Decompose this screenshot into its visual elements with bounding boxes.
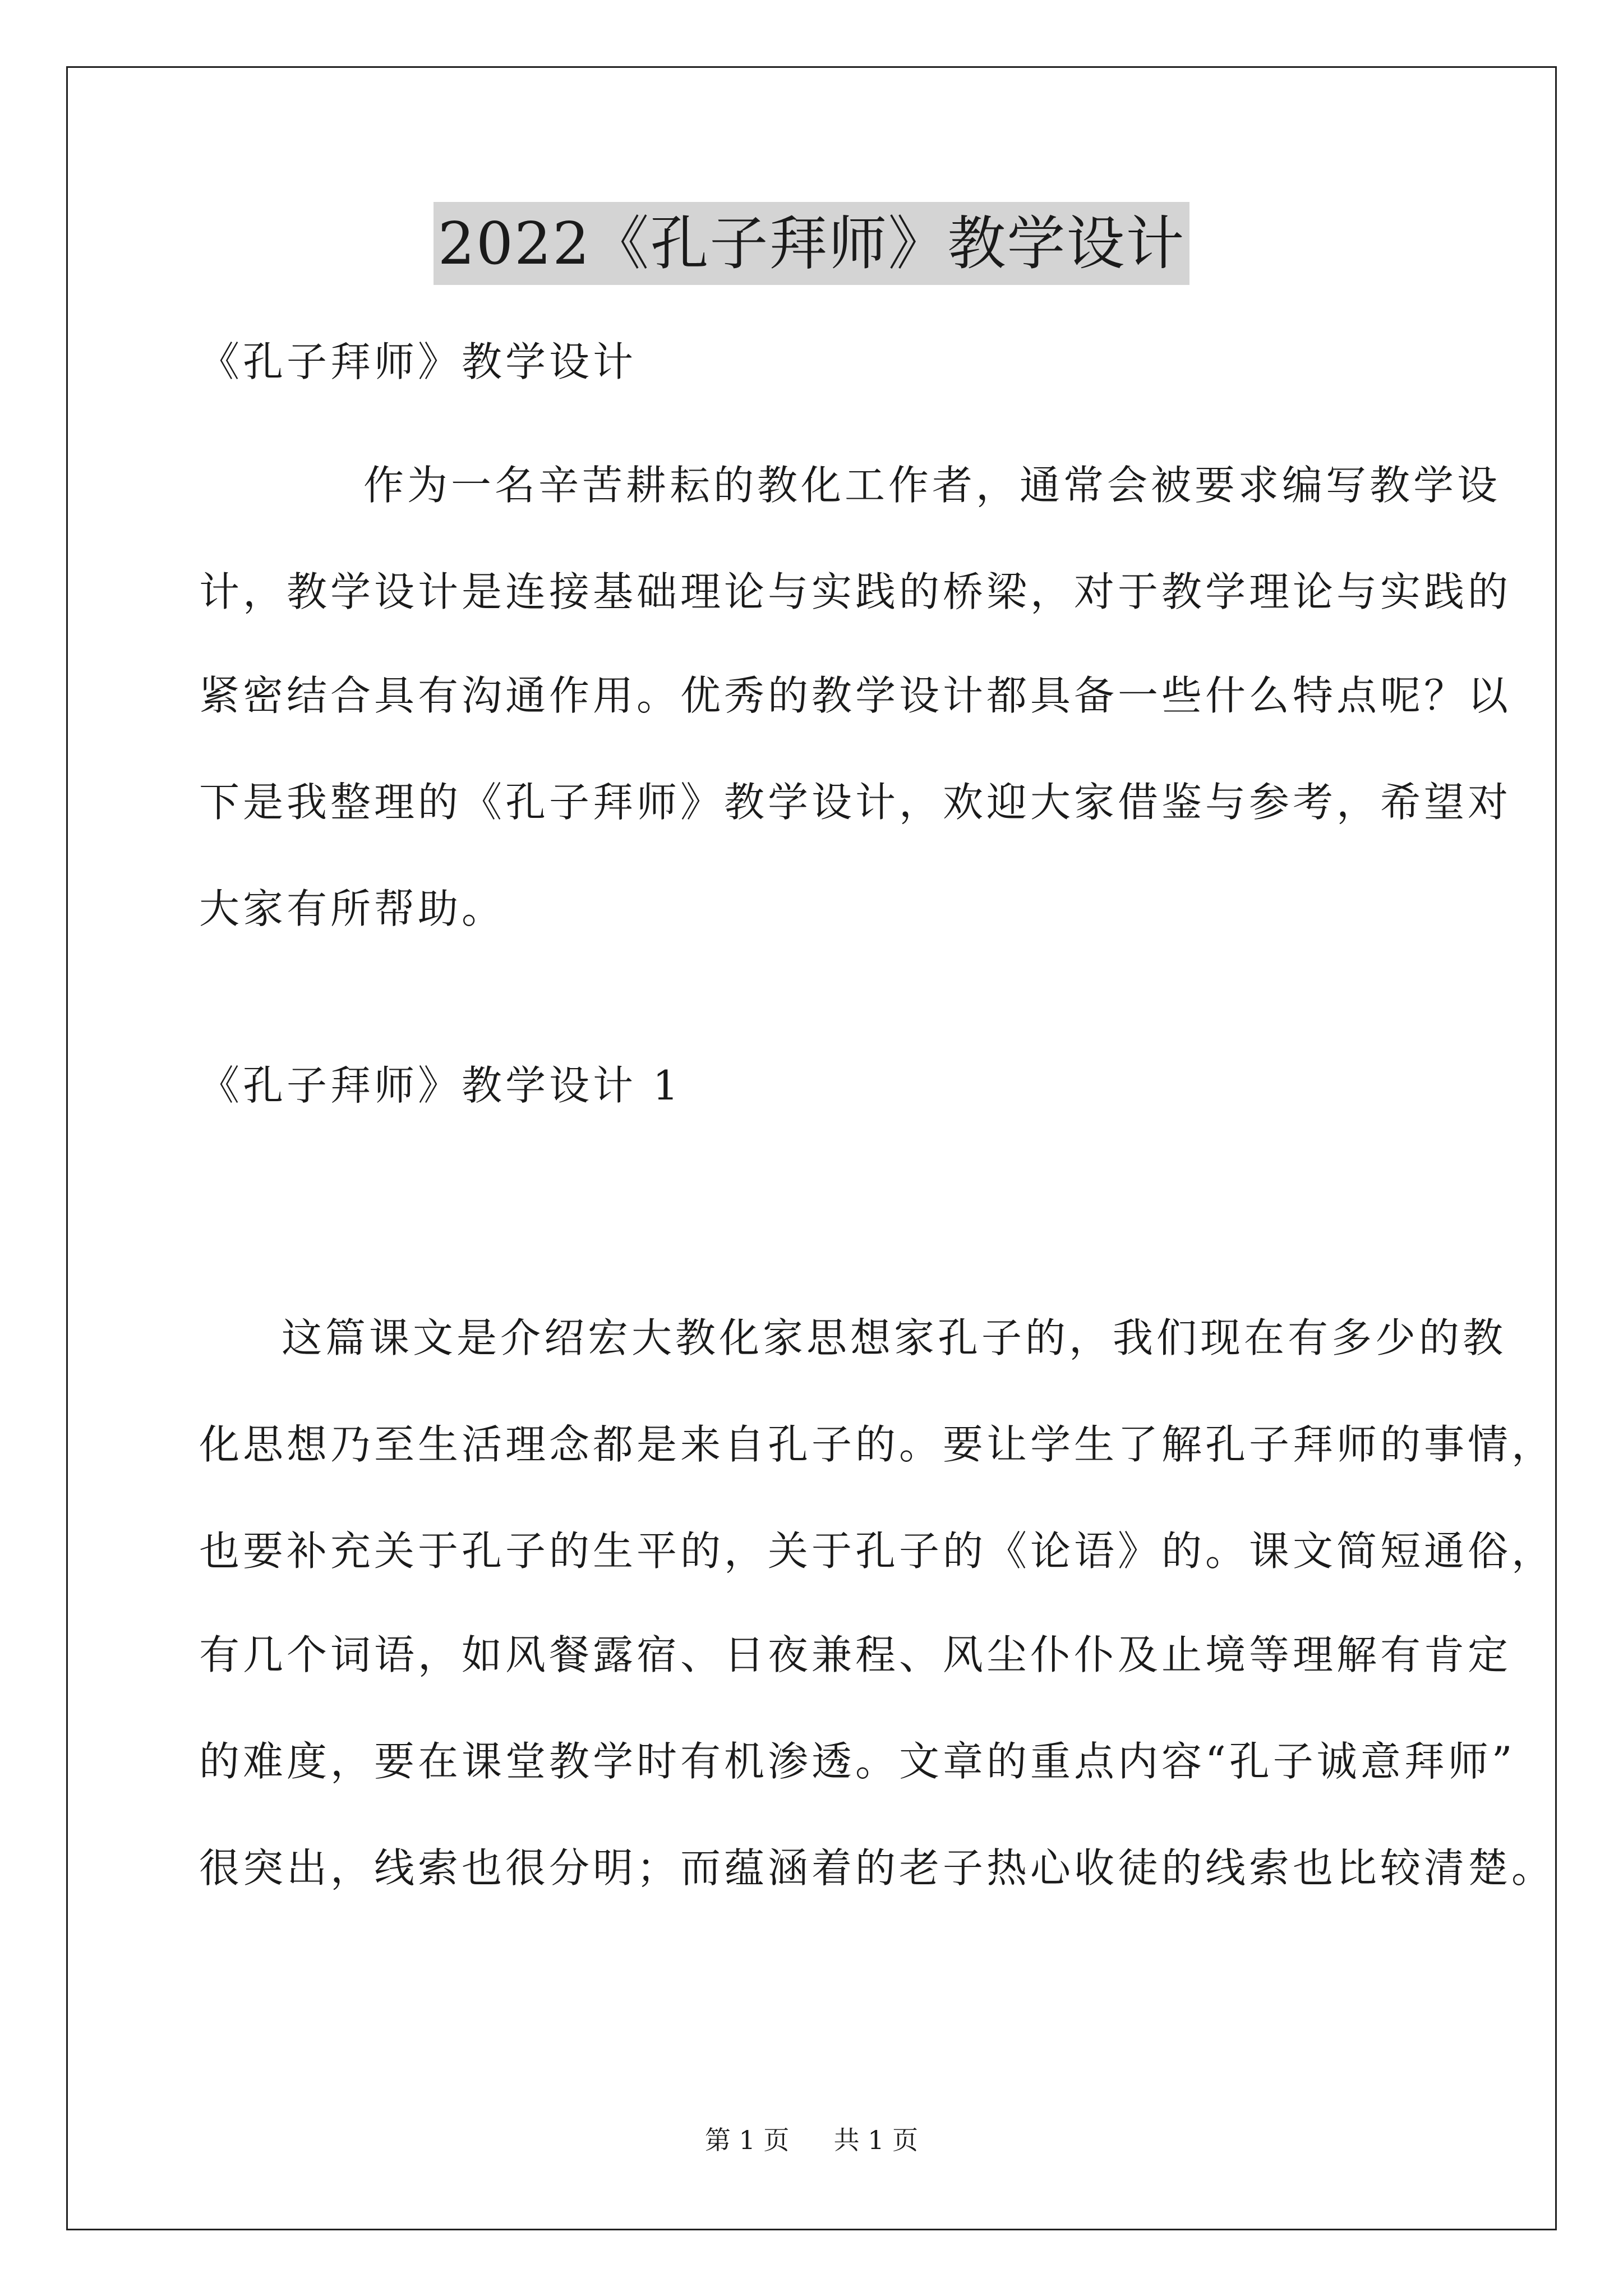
- body-line: 很突出，线索也很分明；而蕴涵着的老子热心收徒的线索也比较清楚。: [199, 1844, 1556, 1892]
- intro-line: 紧密结合具有沟通作用。优秀的教学设计都具备一些什么特点呢？以: [199, 672, 1512, 719]
- intro-line: 计，教学设计是连接基础理论与实践的桥梁，对于教学理论与实践的: [199, 568, 1512, 615]
- body-line: 化思想乃至生活理念都是来自孔子的。要让学生了解孔子拜师的事情，: [199, 1421, 1556, 1468]
- body-line: 这篇课文是介绍宏大教化家思想家孔子的，我们现在有多少的教: [282, 1314, 1507, 1361]
- intro-line: 大家有所帮助。: [199, 885, 506, 932]
- page-footer: [0, 2123, 1623, 2157]
- intro-line: 下是我整理的《孔子拜师》教学设计，欢迎大家借鉴与参考，希望对: [199, 779, 1512, 826]
- body-line: 的难度，要在课堂教学时有机渗透。文章的重点内容“孔子诚意拜师”: [199, 1738, 1516, 1785]
- page-border: [66, 66, 1557, 2230]
- section-heading: 《孔子拜师》教学设计 1: [199, 1062, 682, 1109]
- page-total: 共 1 页: [833, 2125, 919, 2155]
- document-title: 2022《孔子拜师》教学设计: [434, 202, 1190, 285]
- title-container: [0, 202, 1623, 285]
- body-line: 也要补充关于孔子的生平的，关于孔子的《论语》的。课文简短通俗，: [199, 1527, 1556, 1575]
- page-number: 第 1 页: [704, 2125, 790, 2155]
- body-line: 有几个词语，如风餐露宿、日夜兼程、风尘仆仆及止境等理解有肯定: [199, 1631, 1512, 1678]
- document-subtitle: 《孔子拜师》教学设计: [199, 338, 637, 385]
- intro-line: 作为一名辛苦耕耘的教化工作者，通常会被要求编写教学设: [363, 462, 1501, 509]
